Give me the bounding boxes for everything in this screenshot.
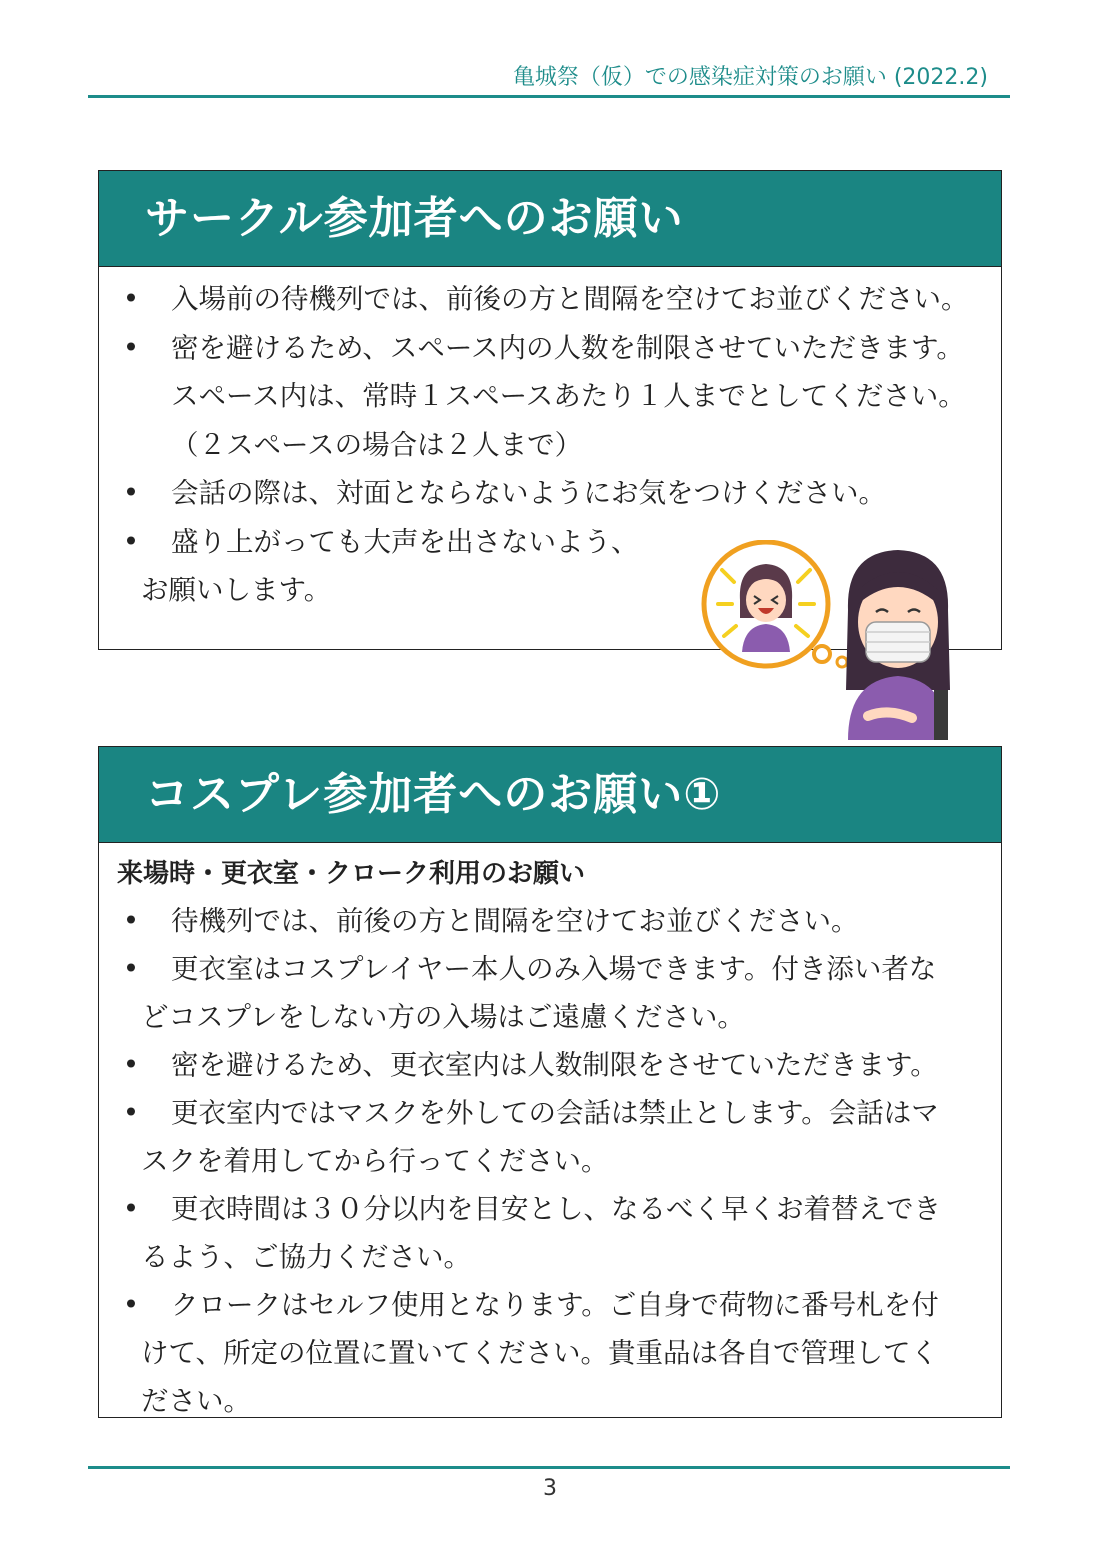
item-text: 盛り上がっても大声を出さないよう、 — [171, 525, 639, 558]
bullet: • — [122, 1193, 140, 1225]
bullet: • — [122, 1289, 140, 1321]
footer-rule — [88, 1466, 1010, 1469]
item-text: 更衣室内ではマスクを外しての会話は禁止とします。会話はマ — [171, 1097, 939, 1129]
rules-list — [113, 897, 987, 1425]
list-item — [113, 897, 987, 945]
list-item — [113, 945, 987, 1041]
section-title: サークル参加者へのお願い — [99, 171, 1001, 267]
list-item — [113, 469, 987, 518]
item-text: どコスプレをしない方の入場はご遠慮ください。 — [141, 1001, 745, 1033]
thought-bubble-dot — [837, 657, 847, 667]
list-item — [113, 324, 987, 470]
list-item — [113, 275, 987, 324]
item-text: 更衣室はコスプレイヤー本人のみ入場できます。付き添い者な — [171, 953, 937, 985]
bullet: • — [122, 525, 140, 558]
item-text: スペース内は、常時１スペースあたり１人までとしてください。 — [171, 380, 966, 412]
item-text: 会話の際は、対面とならないようにお気をつけください。 — [171, 477, 886, 509]
item-text: スクを着用してから行ってください。 — [141, 1145, 609, 1177]
item-text: 待機列では、前後の方と間隔を空けてお並びください。 — [171, 905, 859, 937]
item-text: 密を避けるため、スペース内の人数を制限させていただきます。 — [171, 331, 964, 364]
item-text: 更衣時間は３０分以内を目安とし、なるべく早くお着替えでき — [171, 1193, 941, 1225]
item-text: 密を避けるため、更衣室内は人数制限をさせていただきます。 — [171, 1049, 938, 1081]
bullet: • — [122, 1049, 140, 1081]
item-text: 入場前の待機列では、前後の方と間隔を空けてお並びください。 — [171, 283, 969, 315]
bullet: • — [122, 331, 140, 364]
bullet: • — [122, 905, 140, 937]
list-item — [113, 1089, 987, 1185]
list-item — [113, 1041, 987, 1089]
item-text: けて、所定の位置に置いてください。貴重品は各自で管理してく — [141, 1337, 938, 1369]
cosplay-participants-section — [98, 746, 1002, 1418]
list-item — [113, 1185, 987, 1281]
bullet: • — [122, 953, 140, 985]
item-text: お願いします。 — [141, 574, 332, 606]
section-title: コスプレ参加者へのお願い① — [99, 747, 1001, 843]
subheading: 来場時・更衣室・クローク利用のお願い — [117, 859, 586, 889]
page-number: 3 — [543, 1476, 557, 1501]
bullet: • — [122, 477, 140, 509]
item-text: るよう、ご協力ください。 — [141, 1241, 471, 1273]
thought-bubble-dot — [814, 646, 830, 662]
document-header-title: 亀城祭（仮）での感染症対策のお願い (2022.2) — [512, 65, 988, 90]
list-item — [113, 1281, 987, 1425]
item-text: クロークはセルフ使用となります。ご自身で荷物に番号札を付 — [171, 1289, 939, 1321]
bullet: • — [122, 283, 140, 315]
masked-woman-illustration — [698, 540, 958, 740]
item-text: （２スペースの場合は２人まで） — [171, 428, 583, 461]
item-text: ださい。 — [141, 1385, 251, 1417]
bullet: • — [122, 1097, 140, 1129]
header-rule — [88, 95, 1010, 98]
